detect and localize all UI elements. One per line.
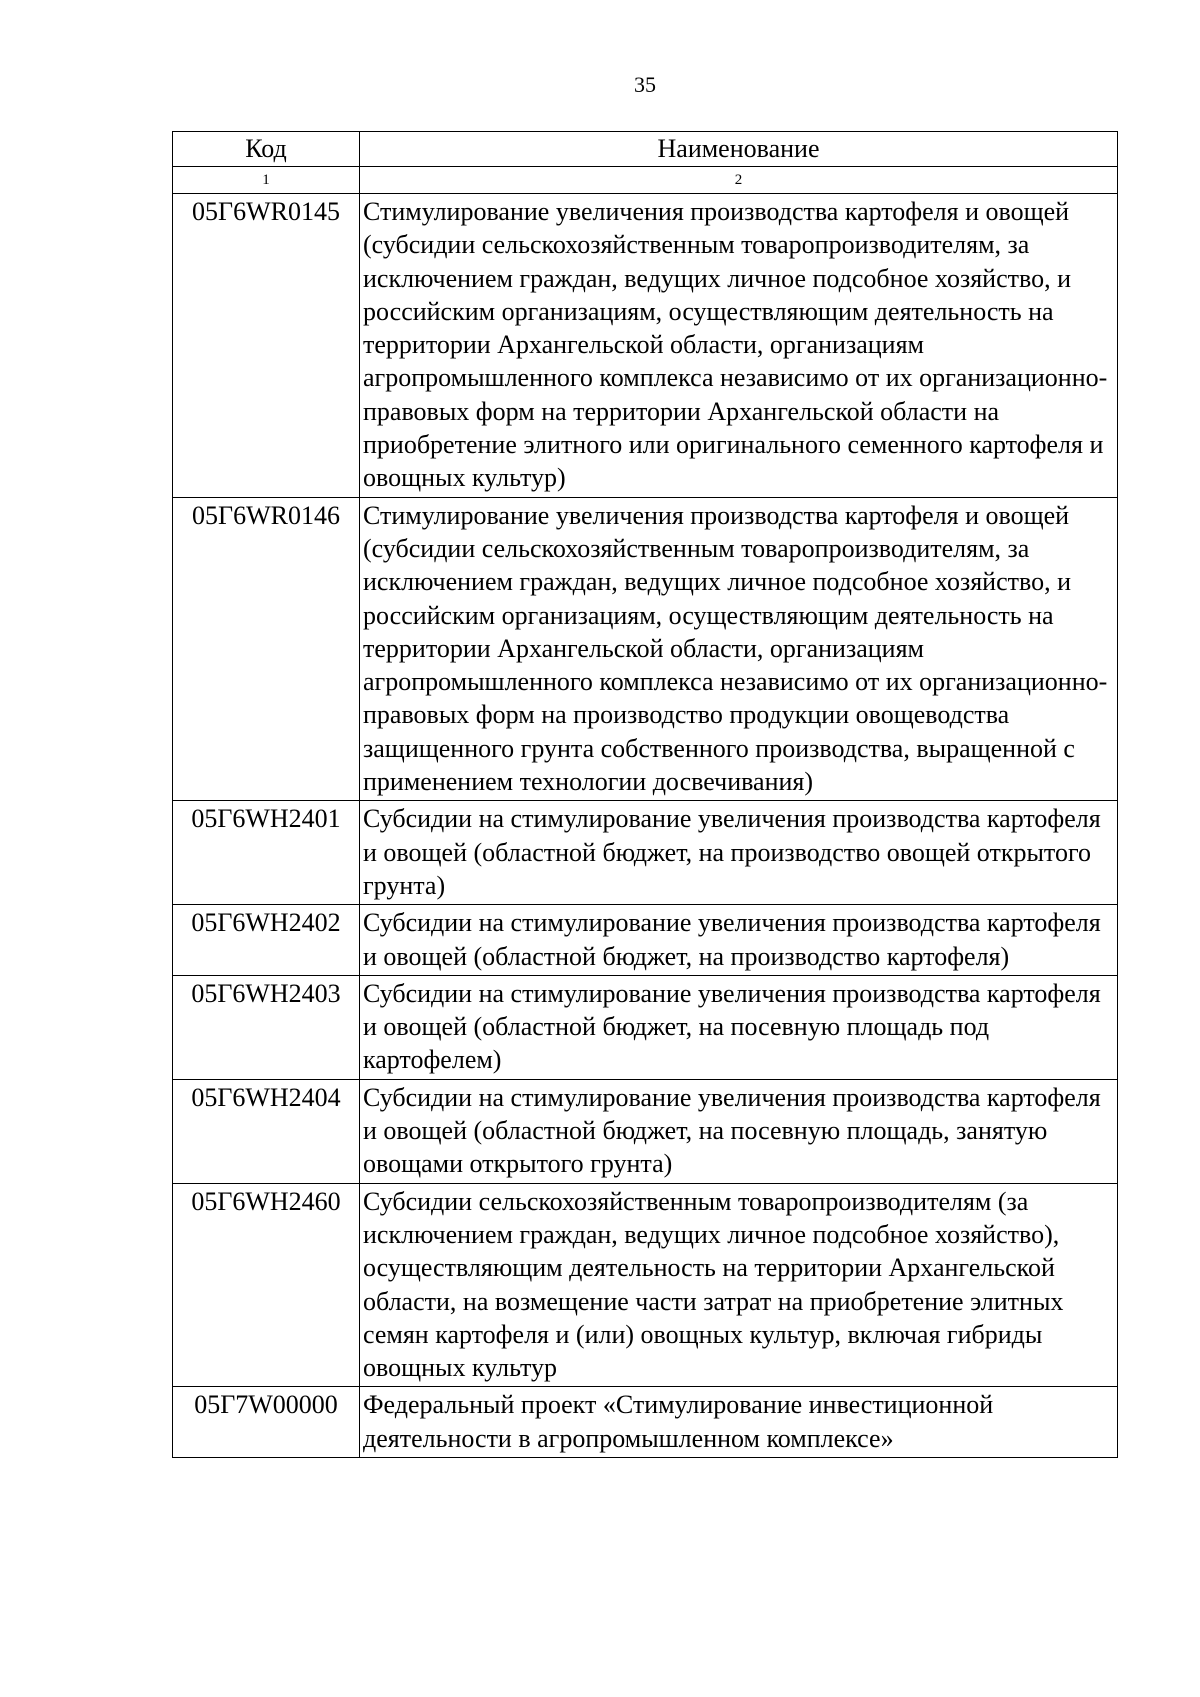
header-name: Наименование — [360, 132, 1118, 167]
row-name: Субсидии сельскохозяйственным товаропроизводителям (за исключением граждан, ведущих личное подсобное хозяйство), осуществляющим деятельность на территории Архангельской области, на возмещение части затрат на приобретение элитных семян картофеля и (или) овощных культур, включая гибриды овощных культур — [360, 1183, 1118, 1387]
row-code: 05Г6WH2404 — [173, 1079, 360, 1183]
table-row — [173, 1387, 1118, 1458]
table-row — [173, 975, 1118, 1079]
row-name: Стимулирование увеличения производства картофеля и овощей (субсидии сельскохозяйственным товаропроизводителям, за исключением граждан, ведущих личное подсобное хозяйство, и российским организациям, осуществляющим деятельность на территории Архангельской области, организациям агропромышленного комплекса независимо от их организационно-правовых форм на производство продукции овощеводства защищенного грунта собственного производства, выращенной с применением технологии досвечивания) — [360, 497, 1118, 801]
table-row — [173, 801, 1118, 905]
row-name: Субсидии на стимулирование увеличения производства картофеля и овощей (областной бюджет, на посевную площадь под картофелем) — [360, 975, 1118, 1079]
row-name: Федеральный проект «Стимулирование инвестиционной деятельности в агропромышленном комплексе» — [360, 1387, 1118, 1458]
row-code: 05Г6WH2460 — [173, 1183, 360, 1387]
row-name: Субсидии на стимулирование увеличения производства картофеля и овощей (областной бюджет, на производство овощей открытого грунта) — [360, 801, 1118, 905]
column-number-name: 2 — [360, 167, 1118, 194]
row-code: 05Г6WR0146 — [173, 497, 360, 801]
table-row — [173, 905, 1118, 976]
row-code: 05Г6WH2401 — [173, 801, 360, 905]
budget-code-table — [172, 131, 1118, 1458]
header-row — [173, 132, 1118, 167]
row-name: Субсидии на стимулирование увеличения производства картофеля и овощей (областной бюджет, на производство картофеля) — [360, 905, 1118, 976]
table-row — [173, 497, 1118, 801]
column-number-code: 1 — [173, 167, 360, 194]
row-code: 05Г6WH2403 — [173, 975, 360, 1079]
column-number-row — [173, 167, 1118, 194]
table-row — [173, 1183, 1118, 1387]
row-name: Стимулирование увеличения производства картофеля и овощей (субсидии сельскохозяйственным товаропроизводителям, за исключением граждан, ведущих личное подсобное хозяйство, и российским организациям, осуществляющим деятельность на территории Архангельской области, организациям агропромышленного комплекса независимо от их организационно-правовых форм на территории Архангельской области на приобретение элитного или оригинального семенного картофеля и овощных культур) — [360, 194, 1118, 498]
header-code: Код — [173, 132, 360, 167]
row-code: 05Г6WR0145 — [173, 194, 360, 498]
page-number: 35 — [634, 72, 656, 97]
row-name: Субсидии на стимулирование увеличения производства картофеля и овощей (областной бюджет, на посевную площадь, занятую овощами открытого грунта) — [360, 1079, 1118, 1183]
table-row — [173, 194, 1118, 498]
row-code: 05Г6WH2402 — [173, 905, 360, 976]
row-code: 05Г7W00000 — [173, 1387, 360, 1458]
table-row — [173, 1079, 1118, 1183]
